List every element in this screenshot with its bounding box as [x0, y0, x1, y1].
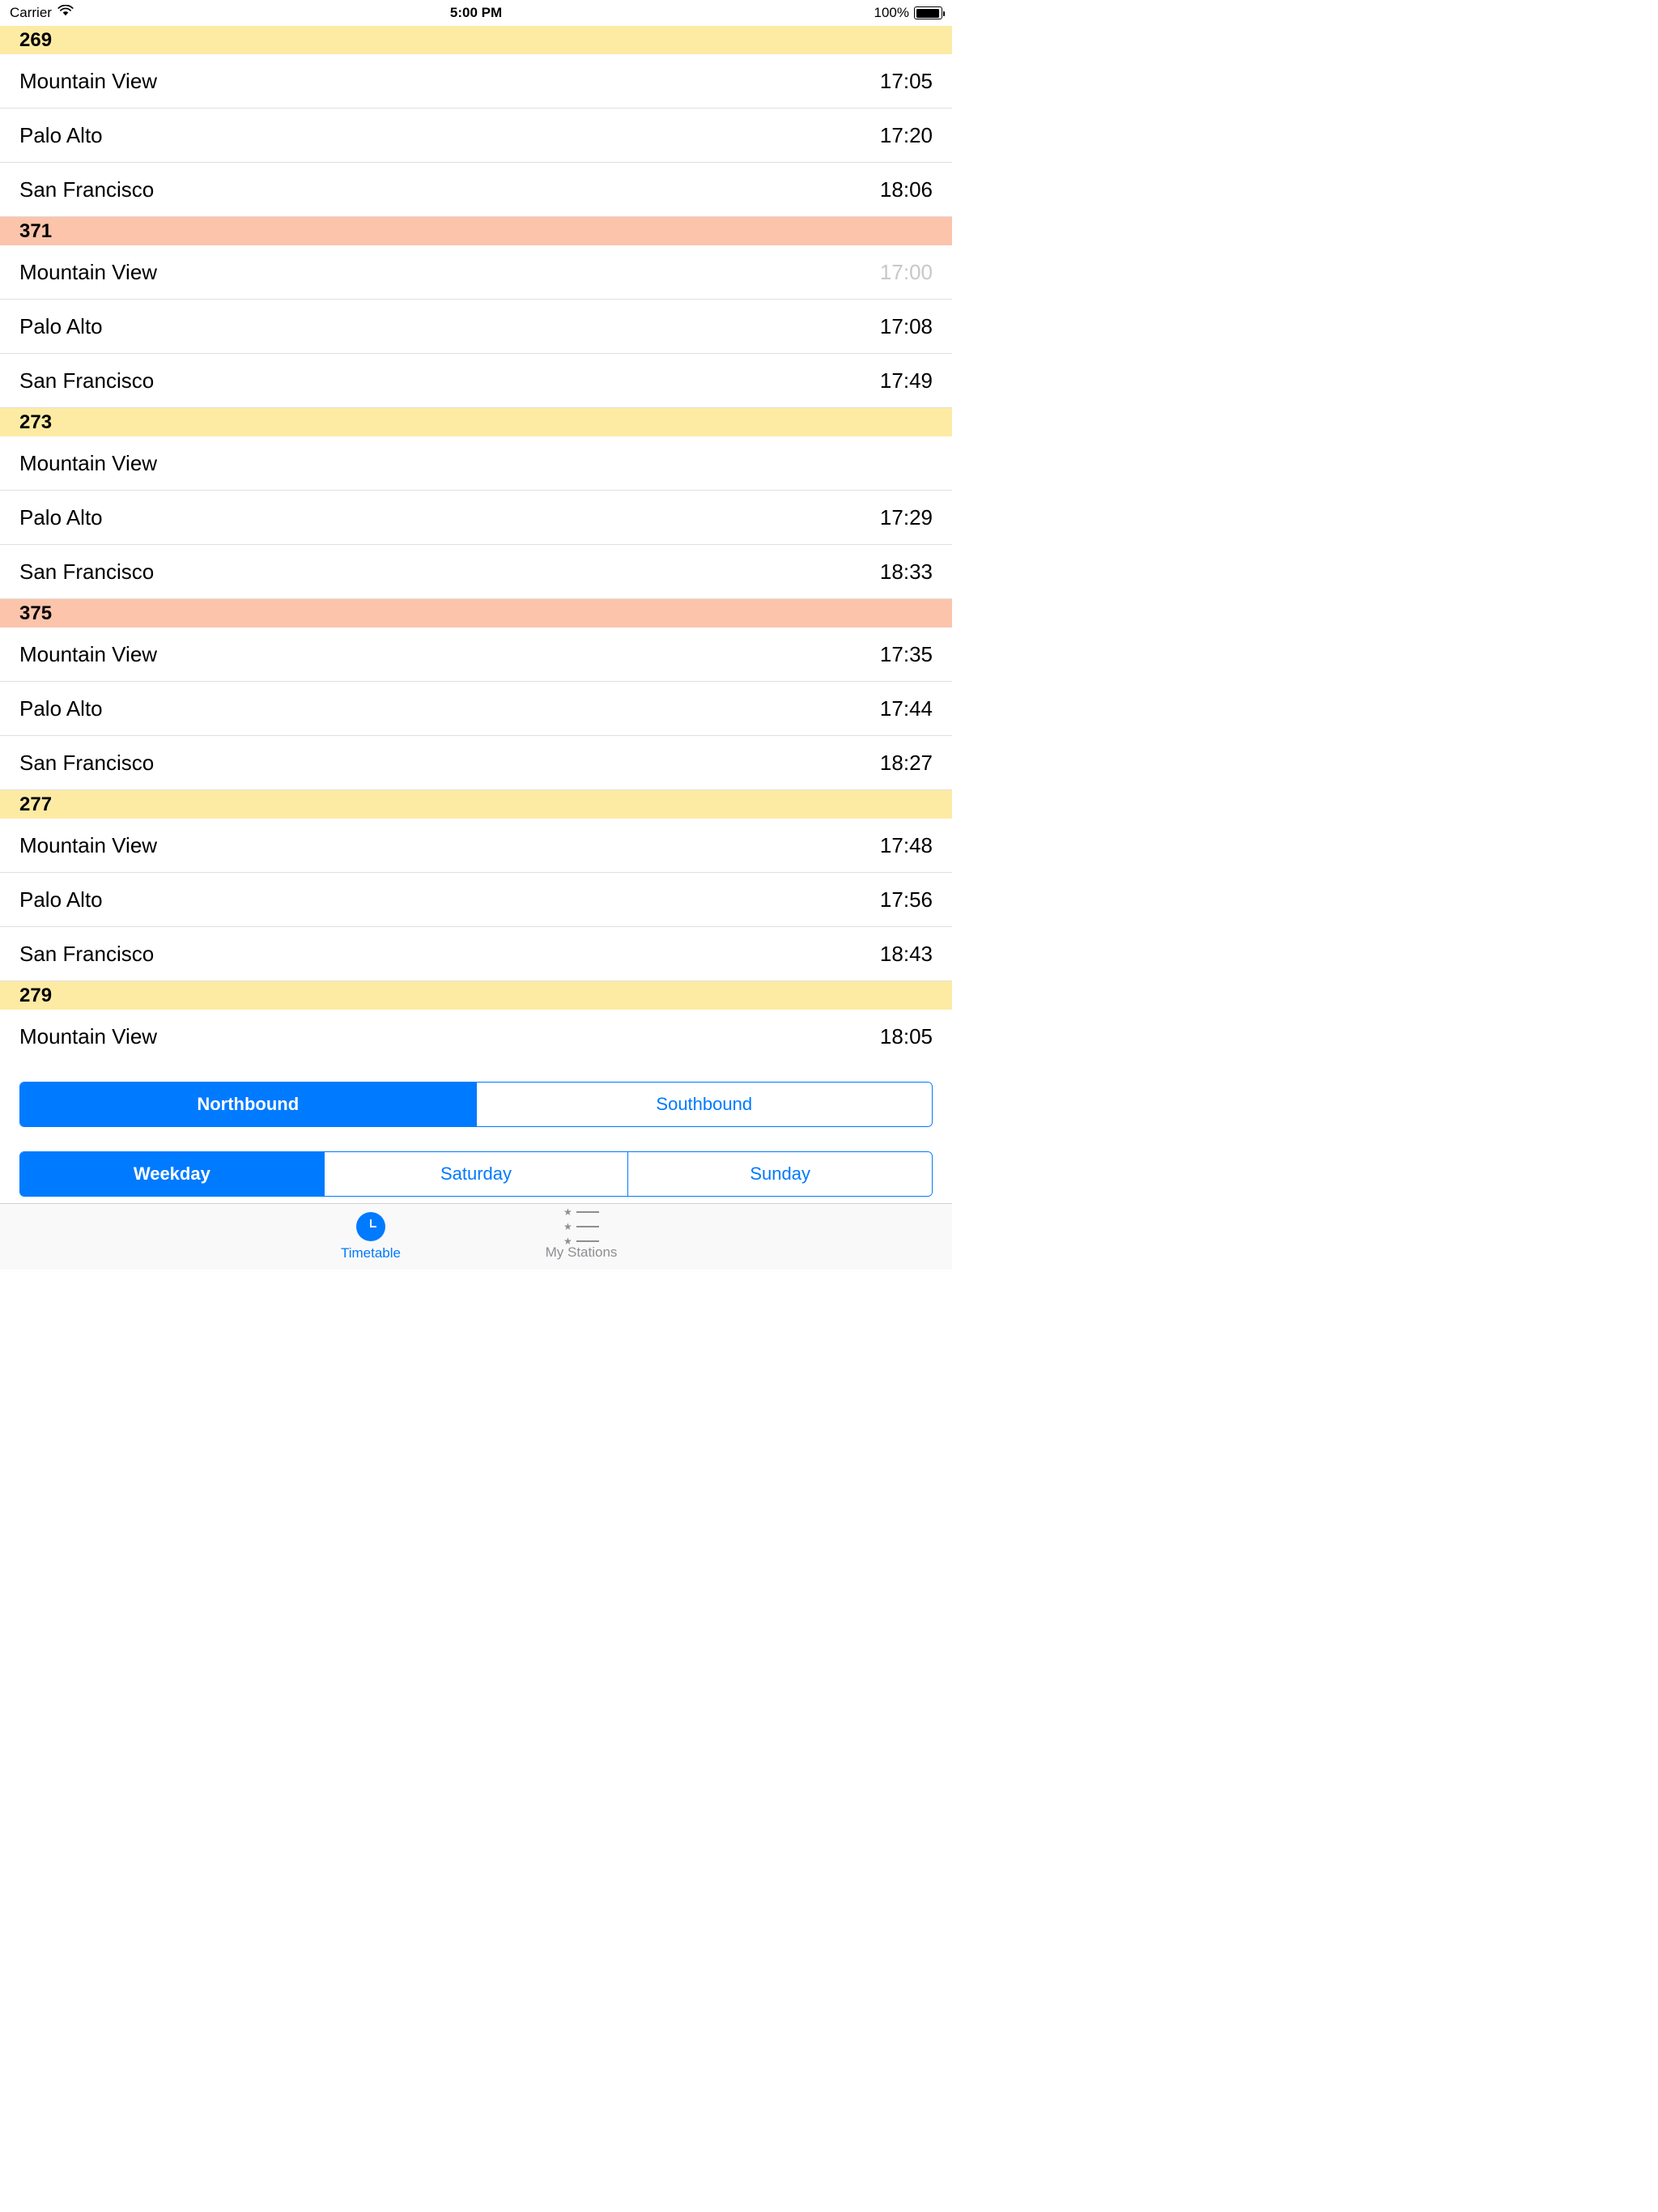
- tab-bar: [0, 1203, 952, 1270]
- departure-time: 17:49: [879, 368, 933, 393]
- table-row[interactable]: [0, 819, 952, 873]
- station-name: Mountain View: [19, 1024, 158, 1049]
- tab-timetable-label: Timetable: [340, 1245, 401, 1261]
- station-name: San Francisco: [19, 559, 155, 584]
- departure-time: 17:29: [879, 504, 933, 530]
- status-bar-clock: 5:00 PM: [449, 5, 503, 20]
- station-name: Palo Alto: [19, 313, 103, 338]
- station-name: Mountain View: [19, 259, 158, 284]
- train-section-header: 371: [0, 217, 952, 245]
- station-name: Palo Alto: [19, 122, 103, 147]
- departure-time: 17:08: [879, 313, 933, 338]
- timetable-list[interactable]: [0, 26, 952, 1119]
- table-row[interactable]: [0, 54, 952, 108]
- segment-option-saturday[interactable]: Saturday: [325, 1152, 629, 1196]
- departure-time: 17:48: [879, 832, 933, 857]
- departure-time: 18:33: [879, 559, 933, 584]
- station-name: San Francisco: [19, 368, 155, 393]
- carrier-label: Carrier: [10, 5, 52, 20]
- table-row[interactable]: [0, 873, 952, 927]
- table-row[interactable]: [0, 1010, 952, 1064]
- station-name: San Francisco: [19, 941, 155, 966]
- station-name: San Francisco: [19, 177, 155, 202]
- station-name: Mountain View: [19, 450, 158, 475]
- table-row[interactable]: [0, 927, 952, 981]
- table-row[interactable]: [0, 300, 952, 354]
- table-row[interactable]: [0, 736, 952, 790]
- station-name: Palo Alto: [19, 504, 103, 530]
- station-name: Mountain View: [19, 832, 158, 857]
- table-row[interactable]: [0, 545, 952, 599]
- direction-segmented-control[interactable]: [19, 1082, 933, 1127]
- tab-my-stations[interactable]: [521, 1206, 642, 1261]
- departure-time: 17:56: [879, 887, 933, 912]
- station-name: San Francisco: [19, 750, 155, 775]
- departure-time: 17:00: [879, 259, 933, 284]
- table-row[interactable]: [0, 436, 952, 491]
- station-name: Palo Alto: [19, 696, 103, 721]
- departure-time: 18:05: [879, 1024, 933, 1049]
- status-bar: [0, 0, 952, 26]
- station-name: Mountain View: [19, 641, 158, 666]
- table-row[interactable]: [0, 245, 952, 300]
- clock-icon: [356, 1212, 385, 1241]
- train-section-header: 269: [0, 26, 952, 54]
- train-section-header: 273: [0, 408, 952, 436]
- day-segmented-control[interactable]: [19, 1151, 933, 1197]
- battery-icon: [914, 6, 942, 19]
- segment-option-southbound[interactable]: Southbound: [477, 1083, 933, 1126]
- table-row[interactable]: [0, 682, 952, 736]
- train-section-header: 277: [0, 790, 952, 819]
- segmented-controls: [0, 1082, 952, 1197]
- station-name: Palo Alto: [19, 887, 103, 912]
- station-name: Mountain View: [19, 68, 158, 93]
- departure-time: 17:44: [879, 696, 933, 721]
- segment-option-sunday[interactable]: Sunday: [628, 1152, 932, 1196]
- table-row[interactable]: [0, 627, 952, 682]
- segment-option-northbound[interactable]: Northbound: [20, 1083, 477, 1126]
- table-row[interactable]: [0, 163, 952, 217]
- departure-time: 18:43: [879, 941, 933, 966]
- departure-time: 18:27: [879, 750, 933, 775]
- table-row[interactable]: [0, 491, 952, 545]
- battery-percent-label: 100%: [874, 5, 909, 20]
- departure-time: 17:05: [879, 68, 933, 93]
- tab-timetable[interactable]: [310, 1212, 432, 1261]
- departure-time: 18:06: [879, 177, 933, 202]
- departure-time: 17:20: [879, 122, 933, 147]
- segment-option-weekday[interactable]: Weekday: [20, 1152, 325, 1196]
- train-section-header: 279: [0, 981, 952, 1010]
- tab-my-stations-label: My Stations: [545, 1244, 618, 1260]
- star-list-icon: ★ ★ ★: [563, 1213, 599, 1240]
- table-row[interactable]: [0, 108, 952, 163]
- train-section-header: 375: [0, 599, 952, 627]
- departure-time: 17:35: [879, 641, 933, 666]
- table-row[interactable]: [0, 354, 952, 408]
